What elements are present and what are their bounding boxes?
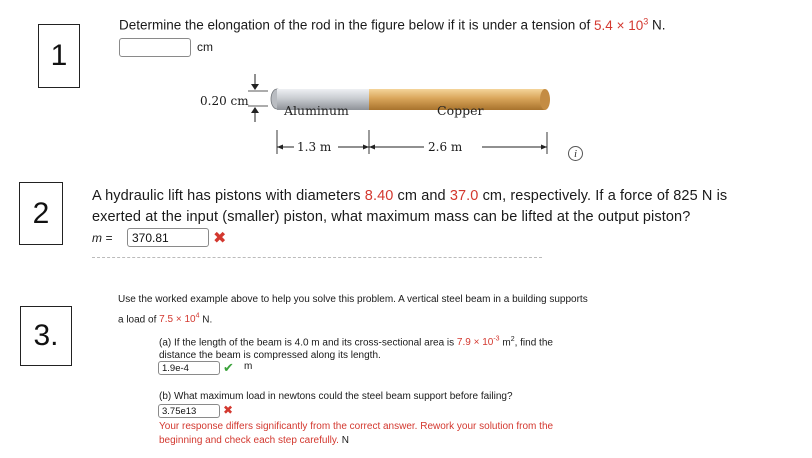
q2-line-1: A hydraulic lift has pistons with diameters 8.40 cm and 37.0 cm, respectively. If a force of 825 N is: [92, 188, 728, 204]
q2-divider: [92, 257, 542, 258]
q3b-answer-input[interactable]: [158, 404, 220, 418]
q3-intro-line-2: a load of $7.5 \times 10^4$ N.: [118, 313, 213, 326]
copper-length-label: 2.6 m: [428, 140, 463, 154]
q3-part-a-line-1: (a) If the length of the beam is 4.0 m and its cross-sectional area is $7.9 \times 10^{-3}$ $m^2$, find the: [159, 336, 553, 349]
q2-var-label: m =: [92, 231, 113, 245]
q1-prompt: [119, 13, 799, 34]
q3-intro-line-1: Use the worked example above to help you solve this problem. A vertical steel beam in a building supports: [118, 294, 588, 305]
q3b-x-icon: ✖: [223, 403, 234, 417]
question-number-1-text: 1: [50, 39, 68, 72]
q1-answer-input[interactable]: [119, 38, 191, 57]
q1-prompt-end: N.: [648, 17, 666, 33]
question-number-1: [38, 24, 80, 88]
q3-part-a: [159, 333, 759, 363]
q3b-unit: N: [341, 435, 349, 446]
rod-figure: [190, 70, 610, 170]
q3-feedback: [159, 420, 759, 448]
q3a-answer-input[interactable]: [158, 361, 220, 375]
q1-prompt-text: Determine the elongation of the rod in the figure below if it is under a tension of: [119, 17, 595, 33]
x-icon: ✖: [213, 230, 227, 247]
q3-area-value: $7.9 \times 10^{-3}$: [456, 336, 500, 349]
q2-line-2: exerted at the input (smaller) piston, what maximum mass can be lifted at the output piston?: [92, 209, 691, 225]
question-number-2: [19, 182, 63, 245]
q1-unit: cm: [197, 40, 213, 54]
copper-label: Copper: [437, 103, 484, 118]
q3-part-a-line-2: distance the beam is compressed along its length.: [159, 350, 381, 362]
aluminum-length-label: 1.3 m: [297, 140, 332, 154]
q2-d1-value: 8.40: [364, 188, 394, 204]
question-number-2-text: 2: [32, 196, 50, 230]
check-icon: ✔: [223, 360, 234, 375]
q2-prompt: [92, 186, 807, 228]
q3-feedback-line-1: Your response differs significantly from the correct answer. Rework your solution from the: [159, 421, 554, 432]
q2-d2-value: 37.0: [449, 188, 479, 204]
q1-tension-value: $5.4 \times 10^3$: [594, 16, 649, 33]
question-number-3-text: 3.: [33, 319, 59, 352]
q3-intro: [118, 293, 768, 327]
q3-load-value: $7.5 \times 10^4$: [159, 313, 200, 326]
q3-feedback-line-2: beginning and check each step carefully. N: [159, 435, 349, 446]
q3-part-b: (b) What maximum load in newtons could the steel beam support before failing?: [159, 391, 513, 402]
diameter-label: 0.20 cm: [200, 94, 249, 108]
q3a-unit: m: [244, 361, 253, 372]
aluminum-label: Aluminum: [284, 103, 349, 118]
q2-answer-input[interactable]: [127, 228, 209, 247]
question-number-3: [20, 306, 72, 366]
info-icon[interactable]: i: [568, 146, 583, 161]
